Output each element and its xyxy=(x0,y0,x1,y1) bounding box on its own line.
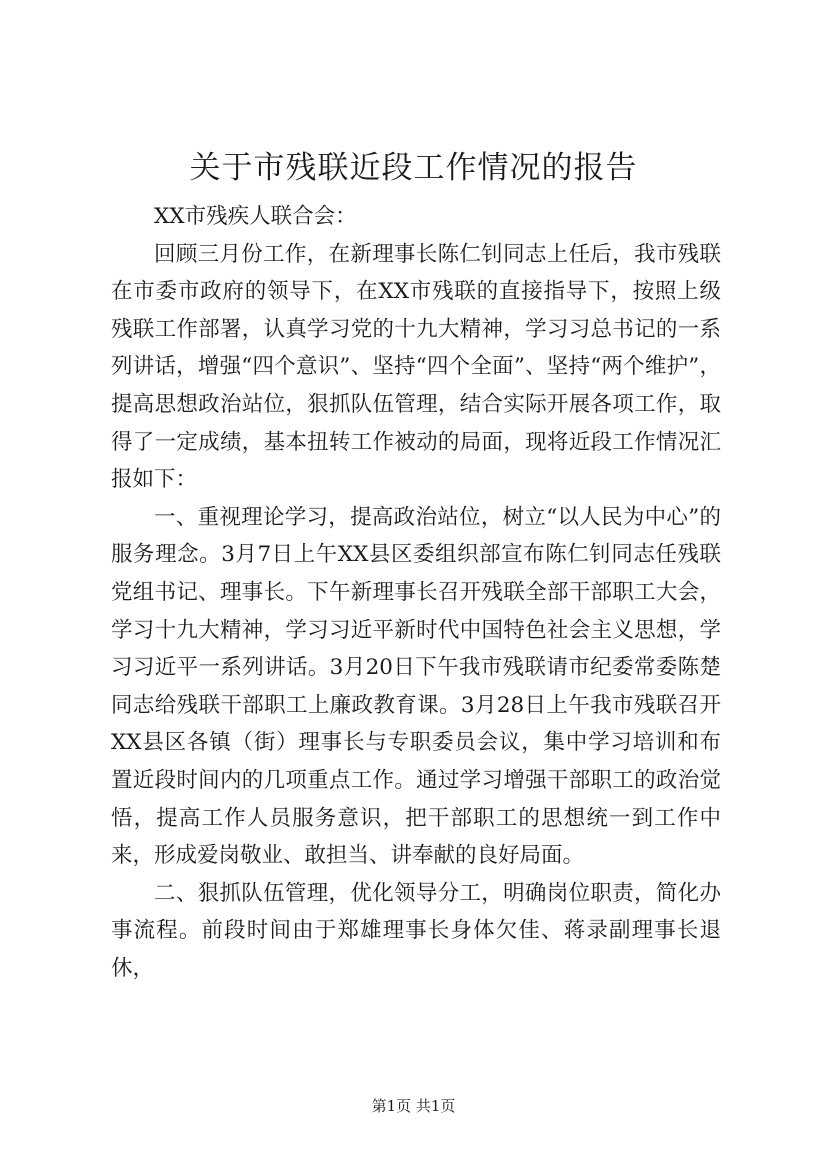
document-body xyxy=(111,198,721,987)
paragraph-section-2: 二、狠抓队伍管理，优化领导分工，明确岗位职责，简化办事流程。前段时间由于郑雄理事长身体欠佳、蒋录副理事长退休， xyxy=(111,880,721,981)
paragraph-intro: 回顾三月份工作，在新理事长陈仁钊同志上任后，我市残联在市委市政府的领导下，在XX市残联的直接指导下，按照上级残联工作部署，认真学习党的十九大精神，学习习总书记的一系列讲话，增强“四个意识”、坚持“四个全面”、坚持“两个维护”，提高思想政治站位，狠抓队伍管理，结合实际开展各项工作，取得了一定成绩，基本扭转工作被动的局面，现将近段工作情况汇报如下： xyxy=(111,241,721,493)
document-title: 关于市残联近段工作情况的报告 xyxy=(189,150,638,186)
paragraph-section-1: 一、重视理论学习，提高政治站位，树立“以人民为中心”的服务理念。3月7日上午XX县区委组织部宣布陈仁钊同志任残联党组书记、理事长。下午新理事长召开残联全部干部职工大会，学习十九大精神，学习习近平新时代中国特色社会主义思想，学习习近平一系列讲话。3月20日下午我市残联请市纪委常委陈楚同志给残联干部职工上廉政教育课。3月28日上午我市残联召开XX县区各镇（街）理事长与专职委员会议，集中学习培训和布置近段时间内的几项重点工作。通过学习增强干部职工的政治觉悟，提高工作人员服务意识，把干部职工的思想统一到工作中来，形成爱岗敬业、敢担当、讲奉献的良好局面。 xyxy=(111,504,721,869)
salutation: XX市残疾人联合会： xyxy=(154,204,357,229)
page-number-footer: 第1页 共1页 xyxy=(371,1097,456,1115)
